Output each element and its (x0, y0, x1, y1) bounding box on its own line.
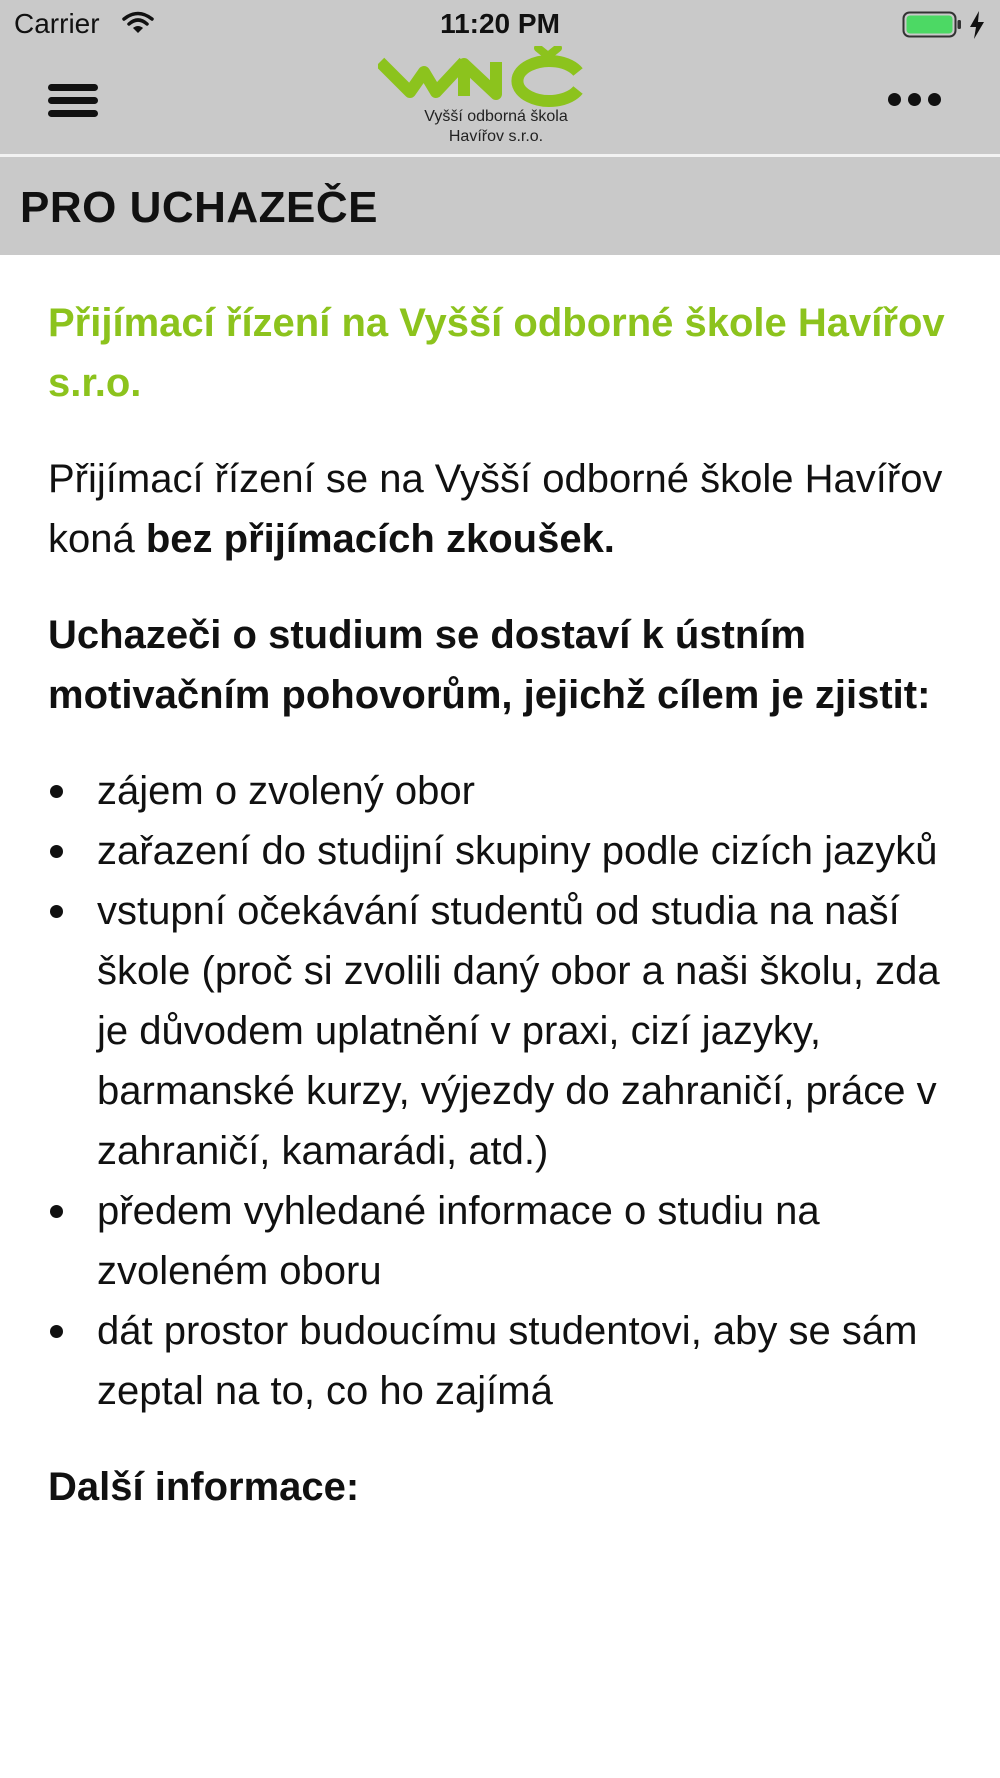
list-item (48, 1301, 968, 1421)
list-item (48, 821, 968, 881)
intro-paragraph (48, 449, 968, 569)
article-heading: Přijímací řízení na Vyšší odborné škole Havířov s.r.o. (48, 301, 945, 405)
list-item (48, 1181, 968, 1301)
list-item (48, 761, 968, 821)
logo-text-line1: Vyšší odborná škola (424, 108, 568, 125)
hamburger-menu-icon[interactable] (46, 78, 102, 122)
section-header (0, 157, 1000, 255)
bullet-icon (50, 785, 63, 798)
navigation-bar (0, 50, 1000, 157)
article-content (48, 255, 968, 1517)
status-bar (0, 0, 1000, 50)
list-item-text: předem vyhledané informace o studiu na zvoleném oboru (97, 1189, 820, 1293)
intro-bold-text: bez přijímacích zkoušek. (145, 517, 615, 561)
list-item (48, 881, 968, 1181)
bullet-icon (50, 1325, 63, 1338)
intro-text: Přijímací řízení se na Vyšší odborné škole Havířov koná (48, 457, 943, 561)
list-item-text: zařazení do studijní skupiny podle cizích jazyků (97, 829, 938, 873)
list-item-text: zájem o zvolený obor (97, 769, 475, 813)
battery-icon (902, 11, 962, 44)
bullet-icon (50, 1205, 63, 1218)
carrier-label: Carrier (14, 8, 100, 39)
more-info-heading: Další informace: (48, 1465, 360, 1509)
list-item-text: dát prostor budoucímu studentovi, aby se sám zeptal na to, co ho zajímá (97, 1309, 918, 1413)
charging-icon (968, 10, 986, 45)
section-title: PRO UCHAZEČE (20, 183, 379, 232)
more-dots-icon[interactable] (884, 90, 946, 114)
interview-heading: Uchazeči o studium se dostaví k ústním motivačním pohovorům, jejichž cílem je zjistit: (48, 613, 931, 717)
status-time: 11:20 PM (440, 8, 560, 39)
bullet-icon (50, 905, 63, 918)
logo-text-line2: Havířov s.r.o. (448, 128, 544, 145)
bullet-icon (50, 845, 63, 858)
interview-goals-list (48, 761, 968, 1421)
school-logo[interactable] (378, 46, 614, 150)
list-item-text: vstupní očekávání studentů od studia na naší škole (proč si zvolili daný obor a naši školu, zda je důvodem uplatnění v praxi, cizí jazyky, barmanské kurzy, výjezdy do zahraničí, práce v zahraničí, kamarádi, atd.) (97, 889, 940, 1173)
